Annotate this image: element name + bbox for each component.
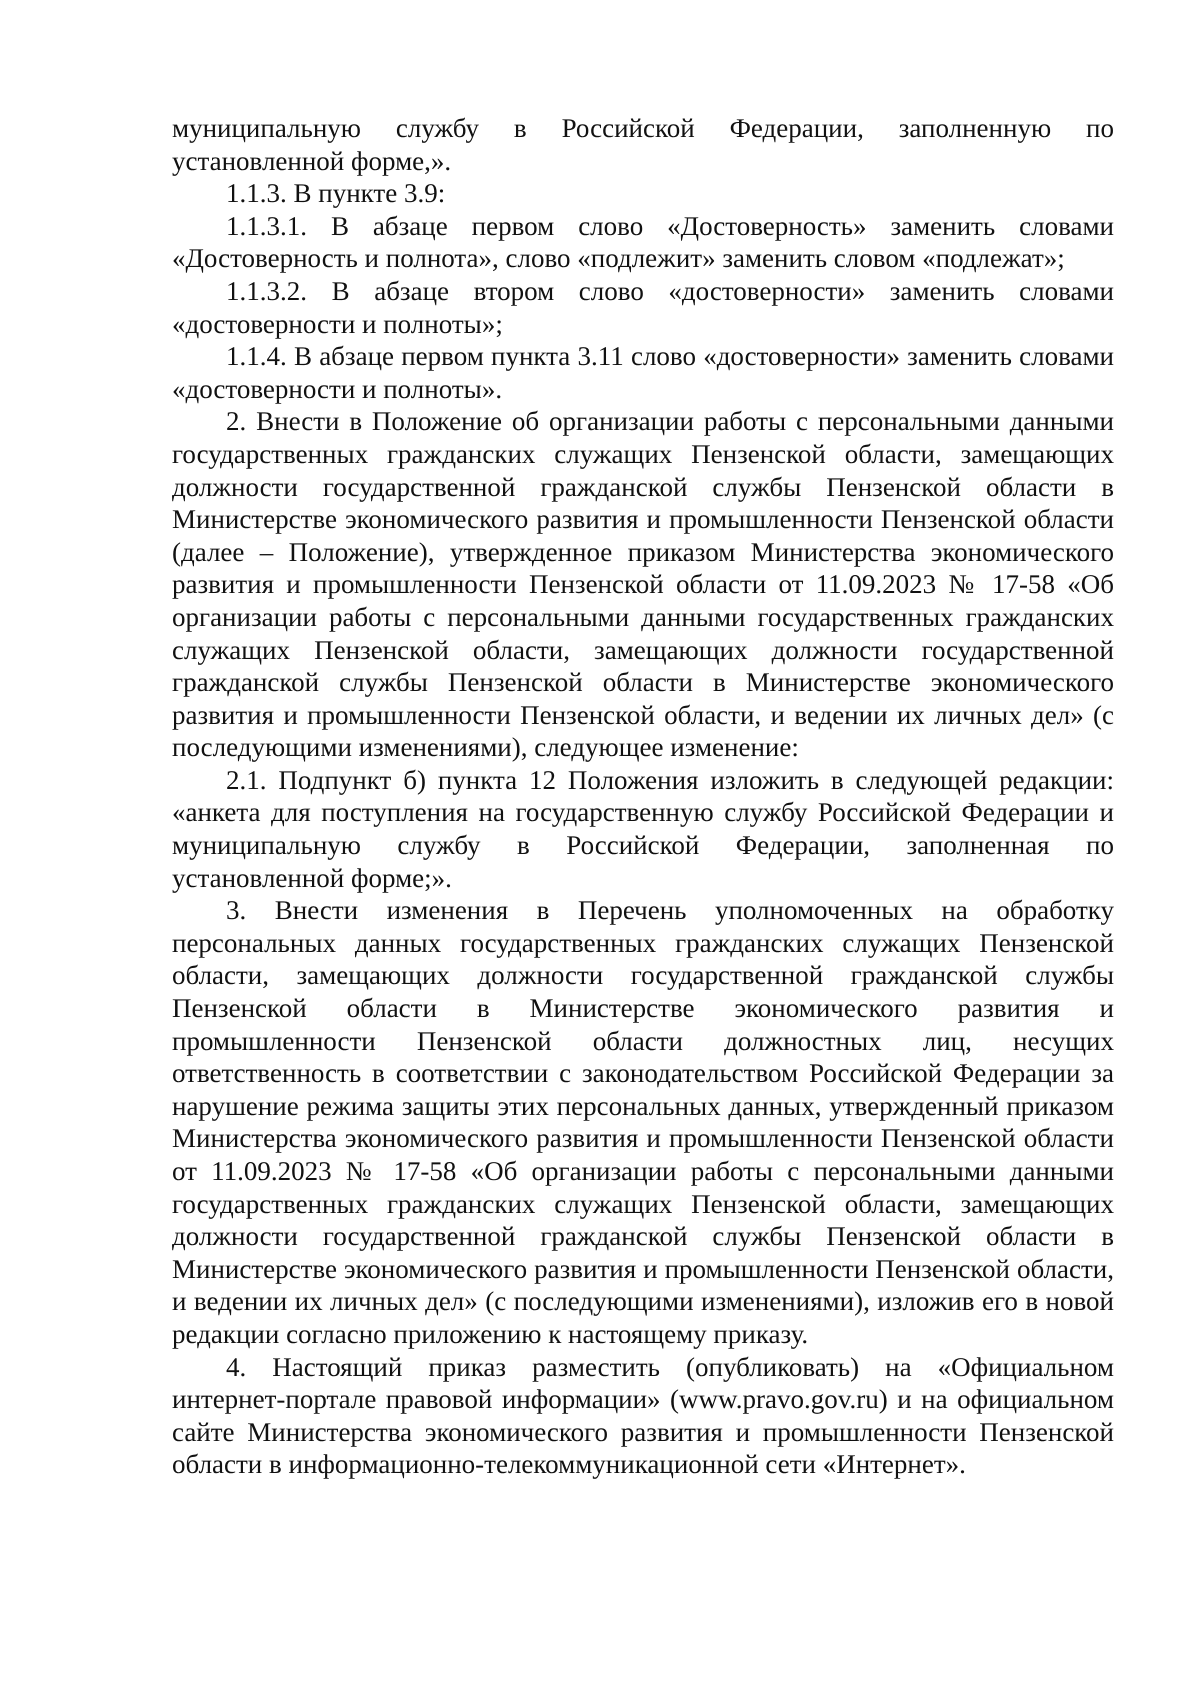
item-1-1-3-2: 1.1.3.2. В абзаце втором слово «достоверности» заменить словами «достоверности и полноты»; [172,275,1114,339]
item-4: 4. Настоящий приказ разместить (опубликовать) на «Официальном интернет-портале правовой информации» (www.pravo.gov.ru) и на официальном сайте Министерства экономического развития и промышленности Пензенской области в информационно-телекоммуникационной сети «Интернет». [172,1351,1114,1480]
document-body [172,112,1114,1481]
continued-paragraph: муниципальную службу в Российской Федерации, заполненную по установленной форме,». [172,113,1114,176]
item-1-1-3: 1.1.3. В пункте 3.9: [226,178,446,209]
item-1-1-4: 1.1.4. В абзаце первом пункта 3.11 слово «достоверности» заменить словами «достоверности и полноты». [172,341,1114,404]
item-3: 3. Внести изменения в Перечень уполномоченных на обработку персональных данных государственных гражданских служащих Пензенской области, замещающих должности государственной гражданской службы Пензенской области в Министерстве экономического развития и промышленности Пензенской области должностных лиц, несущих ответственность в соответствии с законодательством Российской Федерации за нарушение режима защиты этих персональных данных, утвержденный приказом Министерства экономического развития и промышленности Пензенской области от 11.09.2023 № 17-58 «Об организации работы с персональными данными государственных гражданских служащих Пензенской области, замещающих должности государственной гражданской службы Пензенской области в Министерстве экономического развития и промышленности Пензенской области, и ведении их личных дел» (с последующими изменениями), изложив его в новой редакции согласно приложению к настоящему приказу. [172,895,1114,1349]
item-2-1: 2.1. Подпункт б) пункта 12 Положения изложить в следующей редакции: «анкета для поступления на государственную службу Российской Федерации и муниципальную службу в Российской Федерации, заполненная по установленной форме;». [172,764,1114,893]
item-1-1-3-1: 1.1.3.1. В абзаце первом слово «Достоверность» заменить словами «Достоверность и полнота», слово «подлежит» заменить словом «подлежат»; [172,210,1114,274]
item-2: 2. Внести в Положение об организации работы с персональными данными государственных гражданских служащих Пензенской области, замещающих должности государственной гражданской службы Пензенской области в Министерстве экономического развития и промышленности Пензенской области (далее – Положение), утвержденное приказом Министерства экономического развития и промышленности Пензенской области от 11.09.2023 № 17-58 «Об организации работы с персональными данными государственных гражданских служащих Пензенской области, замещающих должности государственной гражданской службы Пензенской области в Министерстве экономического развития и промышленности Пензенской области, и ведении их личных дел» (с последующими изменениями), следующее изменение: [172,406,1114,763]
